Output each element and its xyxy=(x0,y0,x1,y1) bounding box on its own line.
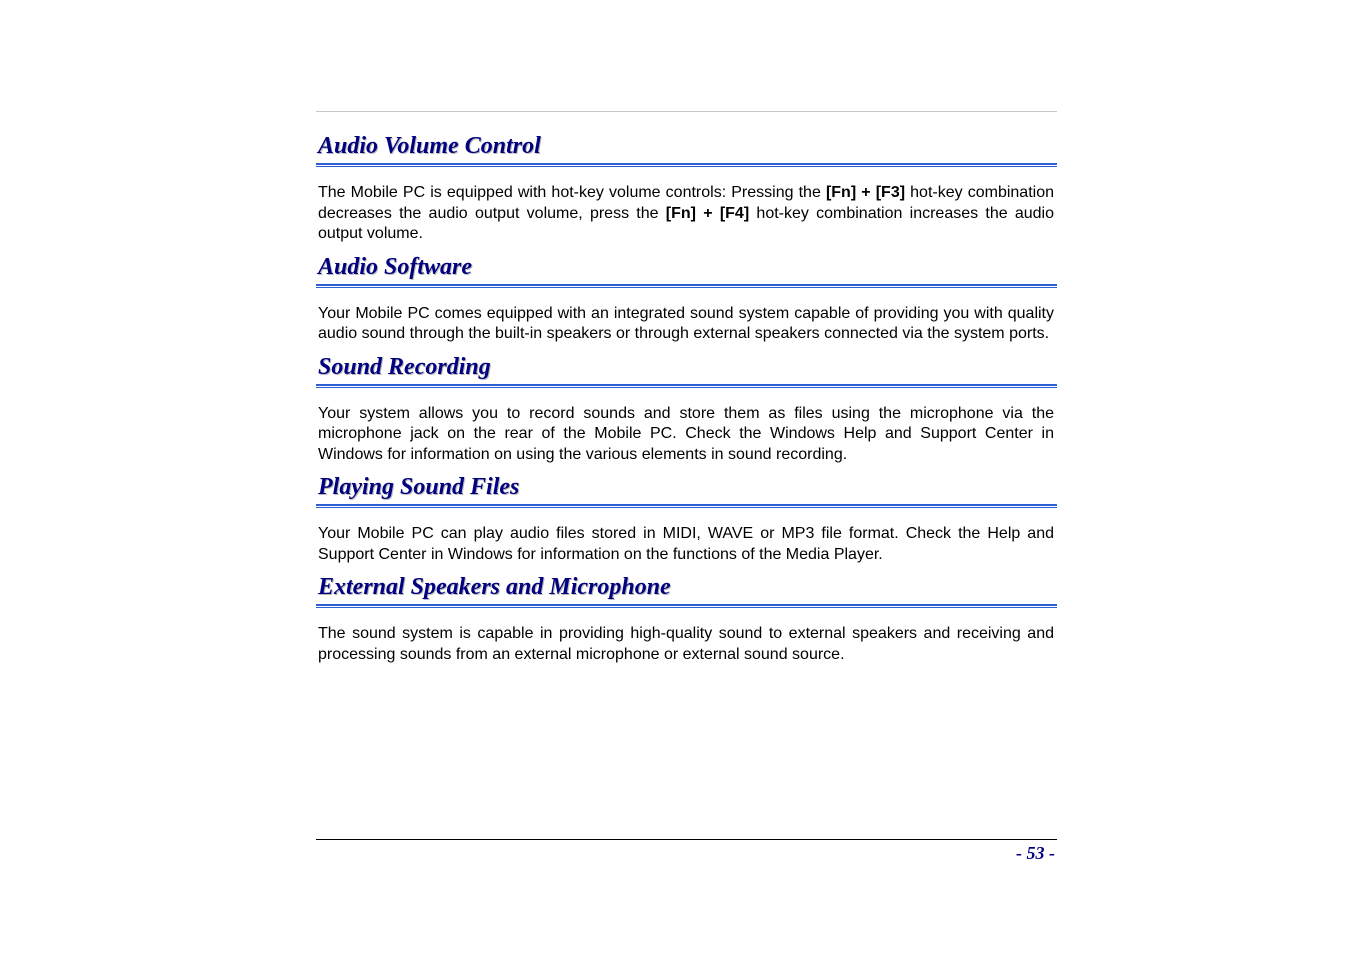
section-playing-sound-files xyxy=(316,465,1057,565)
hotkey-increase: [Fn] + [F4] xyxy=(665,204,750,222)
paragraph-text: The Mobile PC is equipped with hot-key volume controls: Pressing the xyxy=(318,184,826,201)
section-paragraph: The sound system is capable in providing high-quality sound to external speakers and receiving and processing sounds from an external microphone or external sound source. xyxy=(318,625,1054,663)
heading-underline xyxy=(316,163,1057,167)
heading-underline xyxy=(316,604,1057,608)
section-paragraph: Your Mobile PC can play audio files stored in MIDI, WAVE or MP3 file format. Check the Help and Support Center in Windows for information on the functions of the Media Player. xyxy=(318,525,1054,563)
section-heading: External Speakers and Microphone xyxy=(318,574,671,600)
page-number: - 53 - xyxy=(1016,843,1055,863)
section-heading: Playing Sound Files xyxy=(318,474,520,500)
footer-rule xyxy=(316,839,1057,840)
page-content xyxy=(316,124,1057,665)
section-audio-software xyxy=(316,245,1057,345)
paragraph-text: hot-key combination decreases the audio output volume, press the xyxy=(318,184,1055,222)
section-external-speakers-microphone xyxy=(316,565,1057,665)
section-heading: Sound Recording xyxy=(318,353,491,380)
heading-underline xyxy=(316,284,1057,288)
paragraph-text: hot-key combination increases the audio output volume. xyxy=(318,204,1055,242)
hotkey-decrease: [Fn] + [F3] xyxy=(825,184,906,201)
heading-underline xyxy=(316,504,1057,508)
section-paragraph: Your system allows you to record sounds and store them as files using the microphone via the microphone jack on the rear of the Mobile PC. Check the Windows Help and Support Center in Windows for information on using the various elements in sound recording. xyxy=(318,404,1054,463)
heading-underline xyxy=(316,384,1057,388)
section-audio-volume-control xyxy=(316,124,1057,245)
section-heading: Audio Volume Control xyxy=(318,133,541,159)
section-paragraph: Your Mobile PC comes equipped with an integrated sound system capable of providing you with quality audio sound through the built-in speakers or through external speakers connected via the system ports. xyxy=(318,304,1054,342)
header-rule xyxy=(316,111,1057,112)
section-paragraph xyxy=(318,183,1054,245)
section-heading: Audio Software xyxy=(318,253,473,280)
section-sound-recording xyxy=(316,345,1057,466)
